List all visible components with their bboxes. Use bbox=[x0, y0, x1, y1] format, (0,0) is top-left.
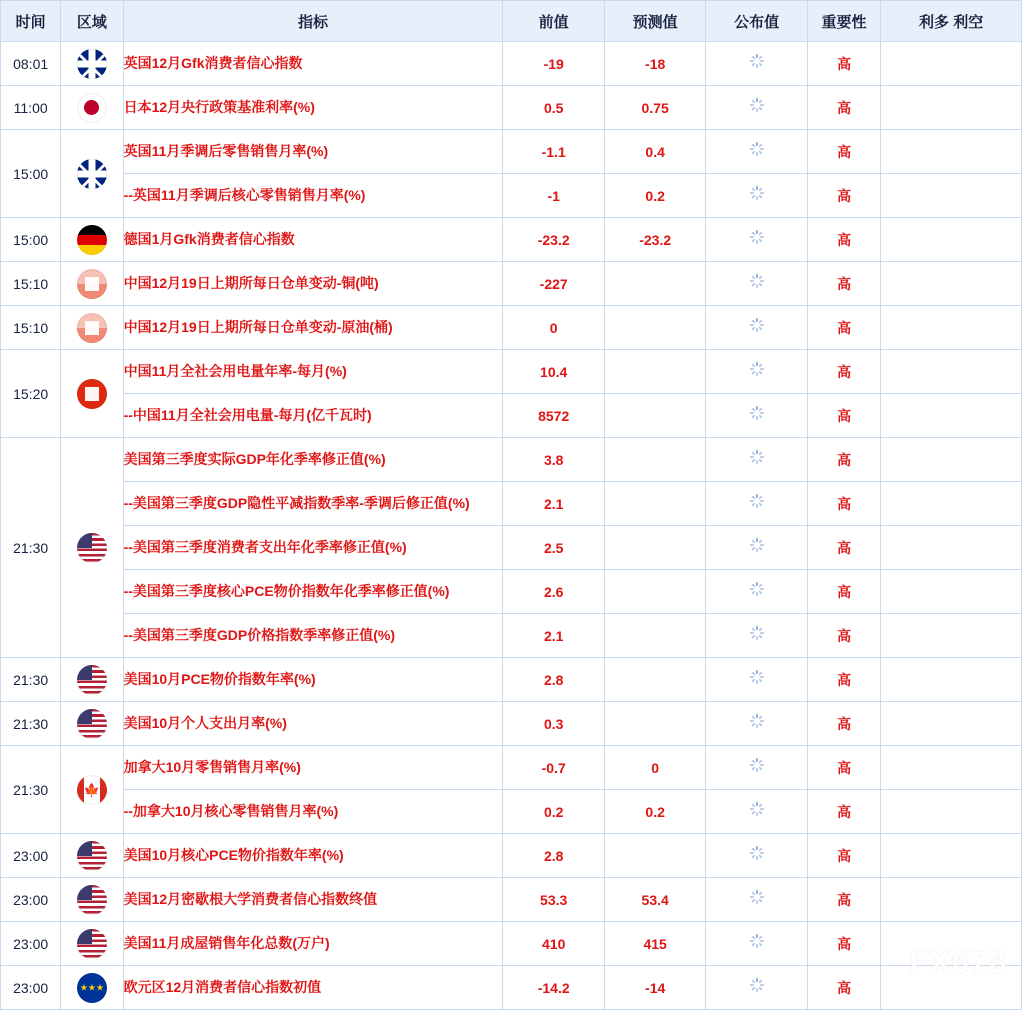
table-row[interactable] bbox=[1, 42, 1022, 86]
table-row[interactable] bbox=[1, 702, 1022, 746]
table-row[interactable] bbox=[1, 526, 1022, 570]
cell-region bbox=[61, 658, 123, 702]
cell-forecast bbox=[604, 570, 705, 614]
cell-indicator[interactable]: --英国11月季调后核心零售销售月率(%) bbox=[123, 174, 503, 218]
loading-spinner-icon bbox=[750, 318, 764, 332]
table-row[interactable] bbox=[1, 614, 1022, 658]
loading-spinner-icon bbox=[750, 846, 764, 860]
loading-spinner-icon bbox=[750, 98, 764, 112]
cell-region bbox=[61, 746, 123, 834]
cell-forecast bbox=[604, 482, 705, 526]
cell-effect bbox=[881, 658, 1022, 702]
cell-time: 15:00 bbox=[1, 218, 61, 262]
cell-indicator[interactable]: 欧元区12月消费者信心指数初值 bbox=[123, 966, 503, 1010]
cell-published bbox=[706, 438, 807, 482]
flag-japan-icon bbox=[77, 93, 107, 123]
cell-effect bbox=[881, 218, 1022, 262]
cell-importance: 高 bbox=[807, 966, 880, 1010]
cell-forecast: 0 bbox=[604, 746, 705, 790]
cell-previous: 2.1 bbox=[503, 614, 604, 658]
cell-effect bbox=[881, 790, 1022, 834]
cell-time: 15:00 bbox=[1, 130, 61, 218]
cell-effect bbox=[881, 878, 1022, 922]
cell-effect bbox=[881, 702, 1022, 746]
cell-published bbox=[706, 86, 807, 130]
header-row bbox=[1, 1, 1022, 42]
flag-usa-icon bbox=[77, 929, 107, 959]
cell-published bbox=[706, 174, 807, 218]
cell-importance: 高 bbox=[807, 174, 880, 218]
loading-spinner-icon bbox=[750, 758, 764, 772]
cell-forecast: 0.2 bbox=[604, 174, 705, 218]
cell-time: 21:30 bbox=[1, 438, 61, 658]
cell-forecast bbox=[604, 526, 705, 570]
loading-spinner-icon bbox=[750, 142, 764, 156]
table-row[interactable] bbox=[1, 570, 1022, 614]
cell-indicator[interactable]: 英国11月季调后零售销售月率(%) bbox=[123, 130, 503, 174]
cell-effect bbox=[881, 438, 1022, 482]
loading-spinner-icon bbox=[750, 450, 764, 464]
table-row[interactable] bbox=[1, 174, 1022, 218]
cell-indicator[interactable]: --加拿大10月核心零售销售月率(%) bbox=[123, 790, 503, 834]
cell-importance: 高 bbox=[807, 438, 880, 482]
table-row[interactable] bbox=[1, 438, 1022, 482]
cell-indicator[interactable]: 德国1月Gfk消费者信心指数 bbox=[123, 218, 503, 262]
cell-indicator[interactable]: 美国12月密歇根大学消费者信心指数终值 bbox=[123, 878, 503, 922]
loading-spinner-icon bbox=[750, 670, 764, 684]
cell-published bbox=[706, 570, 807, 614]
cell-importance: 高 bbox=[807, 218, 880, 262]
loading-spinner-icon bbox=[750, 582, 764, 596]
cell-region bbox=[61, 878, 123, 922]
cell-importance: 高 bbox=[807, 526, 880, 570]
cell-region bbox=[61, 966, 123, 1010]
loading-spinner-icon bbox=[750, 230, 764, 244]
cell-forecast bbox=[604, 614, 705, 658]
cell-time: 15:10 bbox=[1, 262, 61, 306]
cell-region bbox=[61, 922, 123, 966]
cell-previous: 8572 bbox=[503, 394, 604, 438]
cell-previous: -1.1 bbox=[503, 130, 604, 174]
cell-forecast bbox=[604, 350, 705, 394]
table-row[interactable] bbox=[1, 350, 1022, 394]
cell-forecast bbox=[604, 834, 705, 878]
flag-uk-icon bbox=[77, 49, 107, 79]
cell-published bbox=[706, 790, 807, 834]
cell-effect bbox=[881, 130, 1022, 174]
cell-published bbox=[706, 306, 807, 350]
table-row[interactable] bbox=[1, 482, 1022, 526]
cell-previous: 0 bbox=[503, 306, 604, 350]
cell-importance: 高 bbox=[807, 790, 880, 834]
cell-time: 23:00 bbox=[1, 834, 61, 878]
cell-forecast: -23.2 bbox=[604, 218, 705, 262]
cell-published bbox=[706, 262, 807, 306]
table-row[interactable] bbox=[1, 790, 1022, 834]
column-header-time[interactable]: 时间 bbox=[1, 1, 61, 42]
cell-forecast: 0.4 bbox=[604, 130, 705, 174]
cell-forecast bbox=[604, 438, 705, 482]
column-header-indicator[interactable]: 指标 bbox=[123, 1, 503, 42]
cell-time: 21:30 bbox=[1, 702, 61, 746]
cell-previous: -0.7 bbox=[503, 746, 604, 790]
cell-effect bbox=[881, 614, 1022, 658]
cell-published bbox=[706, 394, 807, 438]
loading-spinner-icon bbox=[750, 714, 764, 728]
cell-forecast: 53.4 bbox=[604, 878, 705, 922]
column-header-forecast[interactable]: 预测值 bbox=[604, 1, 705, 42]
cell-published bbox=[706, 482, 807, 526]
cell-importance: 高 bbox=[807, 86, 880, 130]
cell-previous: -1 bbox=[503, 174, 604, 218]
cell-forecast: -14 bbox=[604, 966, 705, 1010]
cell-published bbox=[706, 42, 807, 86]
column-header-importance[interactable]: 重要性 bbox=[807, 1, 880, 42]
cell-effect bbox=[881, 746, 1022, 790]
cell-importance: 高 bbox=[807, 658, 880, 702]
cell-previous: 2.6 bbox=[503, 570, 604, 614]
cell-indicator[interactable]: 美国10月PCE物价指数年率(%) bbox=[123, 658, 503, 702]
loading-spinner-icon bbox=[750, 362, 764, 376]
cell-region bbox=[61, 702, 123, 746]
cell-importance: 高 bbox=[807, 922, 880, 966]
cell-time: 15:10 bbox=[1, 306, 61, 350]
cell-effect bbox=[881, 526, 1022, 570]
flag-uk-icon bbox=[77, 159, 107, 189]
table-row[interactable] bbox=[1, 306, 1022, 350]
cell-previous: 10.4 bbox=[503, 350, 604, 394]
cell-region bbox=[61, 306, 123, 350]
cell-region bbox=[61, 834, 123, 878]
cell-previous: -14.2 bbox=[503, 966, 604, 1010]
cell-region bbox=[61, 262, 123, 306]
cell-time: 08:01 bbox=[1, 42, 61, 86]
loading-spinner-icon bbox=[750, 274, 764, 288]
table-row[interactable] bbox=[1, 262, 1022, 306]
cell-importance: 高 bbox=[807, 482, 880, 526]
cell-previous: 0.5 bbox=[503, 86, 604, 130]
cell-previous: 2.1 bbox=[503, 482, 604, 526]
cell-indicator[interactable]: 日本12月央行政策基准利率(%) bbox=[123, 86, 503, 130]
cell-effect bbox=[881, 174, 1022, 218]
table-body bbox=[1, 42, 1022, 1010]
cell-time: 11:00 bbox=[1, 86, 61, 130]
loading-spinner-icon bbox=[750, 802, 764, 816]
cell-forecast: 415 bbox=[604, 922, 705, 966]
cell-region bbox=[61, 438, 123, 658]
cell-importance: 高 bbox=[807, 42, 880, 86]
cell-forecast: 0.2 bbox=[604, 790, 705, 834]
flag-china-icon bbox=[77, 313, 107, 343]
cell-region bbox=[61, 42, 123, 86]
cell-region bbox=[61, 350, 123, 438]
cell-effect bbox=[881, 42, 1022, 86]
cell-previous: -23.2 bbox=[503, 218, 604, 262]
cell-forecast bbox=[604, 658, 705, 702]
cell-previous: 53.3 bbox=[503, 878, 604, 922]
cell-time: 15:20 bbox=[1, 350, 61, 438]
cell-importance: 高 bbox=[807, 834, 880, 878]
cell-importance: 高 bbox=[807, 878, 880, 922]
cell-previous: -227 bbox=[503, 262, 604, 306]
table-row[interactable] bbox=[1, 834, 1022, 878]
loading-spinner-icon bbox=[750, 626, 764, 640]
cell-effect bbox=[881, 394, 1022, 438]
loading-spinner-icon bbox=[750, 890, 764, 904]
cell-indicator[interactable]: --美国第三季度核心PCE物价指数年化季率修正值(%) bbox=[123, 570, 503, 614]
cell-forecast: -18 bbox=[604, 42, 705, 86]
cell-indicator[interactable]: 美国11月成屋销售年化总数(万户) bbox=[123, 922, 503, 966]
cell-indicator[interactable]: 美国第三季度实际GDP年化季率修正值(%) bbox=[123, 438, 503, 482]
cell-forecast: 0.75 bbox=[604, 86, 705, 130]
cell-importance: 高 bbox=[807, 262, 880, 306]
cell-importance: 高 bbox=[807, 570, 880, 614]
cell-published bbox=[706, 526, 807, 570]
loading-spinner-icon bbox=[750, 978, 764, 992]
cell-indicator[interactable]: 中国11月全社会用电量年率-每月(%) bbox=[123, 350, 503, 394]
table-row[interactable] bbox=[1, 86, 1022, 130]
cell-effect bbox=[881, 834, 1022, 878]
cell-published bbox=[706, 834, 807, 878]
cell-published bbox=[706, 746, 807, 790]
cell-published bbox=[706, 218, 807, 262]
table-row[interactable] bbox=[1, 658, 1022, 702]
cell-previous: 2.8 bbox=[503, 834, 604, 878]
cell-effect bbox=[881, 570, 1022, 614]
cell-previous: 3.8 bbox=[503, 438, 604, 482]
cell-indicator[interactable]: 加拿大10月零售销售月率(%) bbox=[123, 746, 503, 790]
cell-importance: 高 bbox=[807, 746, 880, 790]
cell-effect bbox=[881, 482, 1022, 526]
table-row[interactable] bbox=[1, 878, 1022, 922]
cell-region bbox=[61, 86, 123, 130]
cell-published bbox=[706, 922, 807, 966]
table-row[interactable] bbox=[1, 922, 1022, 966]
cell-importance: 高 bbox=[807, 350, 880, 394]
cell-indicator[interactable]: 美国10月核心PCE物价指数年率(%) bbox=[123, 834, 503, 878]
cell-time: 21:30 bbox=[1, 746, 61, 834]
flag-china-icon bbox=[77, 269, 107, 299]
flag-usa-icon bbox=[77, 665, 107, 695]
cell-indicator[interactable]: --美国第三季度GDP隐性平减指数季率-季调后修正值(%) bbox=[123, 482, 503, 526]
cell-time: 23:00 bbox=[1, 922, 61, 966]
flag-germany-icon bbox=[77, 225, 107, 255]
cell-published bbox=[706, 658, 807, 702]
cell-forecast bbox=[604, 702, 705, 746]
cell-forecast bbox=[604, 394, 705, 438]
loading-spinner-icon bbox=[750, 186, 764, 200]
table-row[interactable] bbox=[1, 746, 1022, 790]
table-row[interactable] bbox=[1, 218, 1022, 262]
cell-effect bbox=[881, 306, 1022, 350]
flag-usa-icon bbox=[77, 533, 107, 563]
cell-published bbox=[706, 350, 807, 394]
cell-previous: -19 bbox=[503, 42, 604, 86]
cell-importance: 高 bbox=[807, 306, 880, 350]
cell-forecast bbox=[604, 306, 705, 350]
cell-indicator[interactable]: 英国12月Gfk消费者信心指数 bbox=[123, 42, 503, 86]
cell-published bbox=[706, 614, 807, 658]
flag-china-icon bbox=[77, 379, 107, 409]
cell-region bbox=[61, 218, 123, 262]
cell-time: 23:00 bbox=[1, 966, 61, 1010]
cell-indicator[interactable]: --美国第三季度GDP价格指数季率修正值(%) bbox=[123, 614, 503, 658]
cell-published bbox=[706, 878, 807, 922]
cell-effect bbox=[881, 86, 1022, 130]
column-header-published[interactable]: 公布值 bbox=[706, 1, 807, 42]
column-header-region[interactable]: 区域 bbox=[61, 1, 123, 42]
cell-effect bbox=[881, 350, 1022, 394]
flag-eu-icon: ★★★ bbox=[77, 973, 107, 1003]
cell-published bbox=[706, 702, 807, 746]
cell-effect bbox=[881, 966, 1022, 1010]
table-header bbox=[1, 1, 1022, 42]
cell-importance: 高 bbox=[807, 614, 880, 658]
table-row[interactable] bbox=[1, 130, 1022, 174]
loading-spinner-icon bbox=[750, 494, 764, 508]
cell-importance: 高 bbox=[807, 394, 880, 438]
cell-effect bbox=[881, 262, 1022, 306]
cell-indicator[interactable]: 中国12月19日上期所每日仓单变动-铜(吨) bbox=[123, 262, 503, 306]
cell-indicator[interactable]: 中国12月19日上期所每日仓单变动-原油(桶) bbox=[123, 306, 503, 350]
column-header-effect[interactable]: 利多 利空 bbox=[881, 1, 1022, 42]
cell-published bbox=[706, 966, 807, 1010]
table-row[interactable] bbox=[1, 394, 1022, 438]
cell-previous: 0.2 bbox=[503, 790, 604, 834]
cell-region bbox=[61, 130, 123, 218]
table-row[interactable] bbox=[1, 966, 1022, 1010]
loading-spinner-icon bbox=[750, 934, 764, 948]
watermark: FX678 bbox=[909, 946, 1008, 979]
cell-indicator[interactable]: 美国10月个人支出月率(%) bbox=[123, 702, 503, 746]
flag-usa-icon bbox=[77, 885, 107, 915]
flag-usa-icon bbox=[77, 709, 107, 739]
column-header-previous[interactable]: 前值 bbox=[503, 1, 604, 42]
cell-indicator[interactable]: --美国第三季度消费者支出年化季率修正值(%) bbox=[123, 526, 503, 570]
cell-effect bbox=[881, 922, 1022, 966]
loading-spinner-icon bbox=[750, 406, 764, 420]
cell-published bbox=[706, 130, 807, 174]
cell-previous: 2.8 bbox=[503, 658, 604, 702]
cell-importance: 高 bbox=[807, 130, 880, 174]
loading-spinner-icon bbox=[750, 54, 764, 68]
cell-time: 23:00 bbox=[1, 878, 61, 922]
cell-previous: 0.3 bbox=[503, 702, 604, 746]
flag-canada-icon: 🍁 bbox=[77, 775, 107, 805]
cell-time: 21:30 bbox=[1, 658, 61, 702]
cell-previous: 410 bbox=[503, 922, 604, 966]
cell-previous: 2.5 bbox=[503, 526, 604, 570]
loading-spinner-icon bbox=[750, 538, 764, 552]
flag-usa-icon bbox=[77, 841, 107, 871]
cell-importance: 高 bbox=[807, 702, 880, 746]
cell-indicator[interactable]: --中国11月全社会用电量-每月(亿千瓦时) bbox=[123, 394, 503, 438]
cell-forecast bbox=[604, 262, 705, 306]
